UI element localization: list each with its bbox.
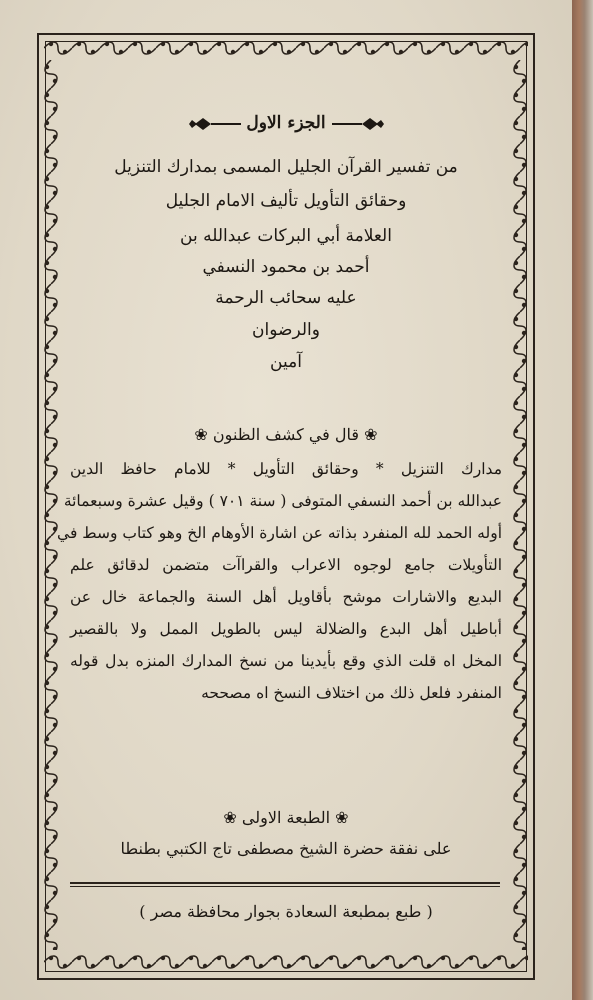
volume-heading — [70, 113, 502, 133]
ornament-glyph: ❀ — [223, 808, 242, 827]
binding-edge — [572, 0, 593, 1000]
printer-line: ( طبع بمطبعة السعادة بجوار محافظة مصر ) — [139, 902, 433, 921]
floral-border-bottom — [44, 952, 528, 972]
title-line: من تفسير القرآن الجليل المسمى بمدارك التنزيل — [114, 157, 458, 177]
body-line: عبدالله بن أحمد النسفي المتوفى ( سنة ٧٠١ ) وقيل عشرة وسبعمائة — [63, 492, 502, 510]
body-line: المنفرد فلعل ذلك من اختلاف النسخ اه مصححه — [201, 684, 502, 702]
title-line: وحقائق التأويل تأليف الامام الجليل — [165, 191, 407, 211]
body-line: أباطيل أهل البدع والضلالة ليس بالطويل الممل ولا بالقصير — [70, 620, 502, 638]
divider-rule-thin — [70, 886, 500, 887]
heading-ornament-right — [332, 117, 384, 131]
ornament-glyph: ❀ — [194, 425, 213, 444]
floral-border-left — [41, 60, 61, 950]
section-heading — [70, 425, 502, 444]
body-line: التأويلات جامع لوجوه الاعراب والقراآت متضمن لدقائق علم — [70, 556, 502, 574]
title-line: والرضوان — [252, 320, 320, 340]
edition-text: الطبعة الاولى — [241, 808, 331, 827]
divider-rule — [70, 882, 500, 884]
ornament-glyph: ❀ — [359, 425, 378, 444]
body-line: أوله الحمد لله المنفرد بذاته عن اشارة الأوهام الخ وهو كتاب وسط في — [57, 524, 502, 542]
floral-border-top — [44, 38, 528, 58]
title-line: عليه سحائب الرحمة — [215, 288, 357, 308]
title-line: العلامة أبي البركات عبدالله بن — [180, 226, 392, 246]
sponsor-line: على نفقة حضرة الشيخ مصطفى تاج الكتبي بطنطا — [120, 839, 452, 858]
volume-heading-text: الجزء الاول — [246, 113, 326, 133]
body-line: المخل اه قلت الذي وقع بأيدينا من نسخ المدارك المنزه بدل قوله — [70, 652, 502, 670]
title-line: أحمد بن محمود النسفي — [202, 257, 370, 277]
body-line: مدارك التنزيل * وحقائق التأويل * للامام حافظ الدين — [70, 460, 502, 478]
heading-ornament-left — [189, 117, 241, 131]
ornament-glyph: ❀ — [330, 808, 349, 827]
title-line: آمين — [270, 352, 302, 372]
body-line: البديع والاشارات موشح بأقاويل أهل السنة والجماعة خال عن — [70, 588, 502, 606]
floral-border-right — [510, 60, 530, 950]
edition-line — [70, 808, 502, 827]
section-heading-text: قال في كشف الظنون — [212, 425, 360, 444]
